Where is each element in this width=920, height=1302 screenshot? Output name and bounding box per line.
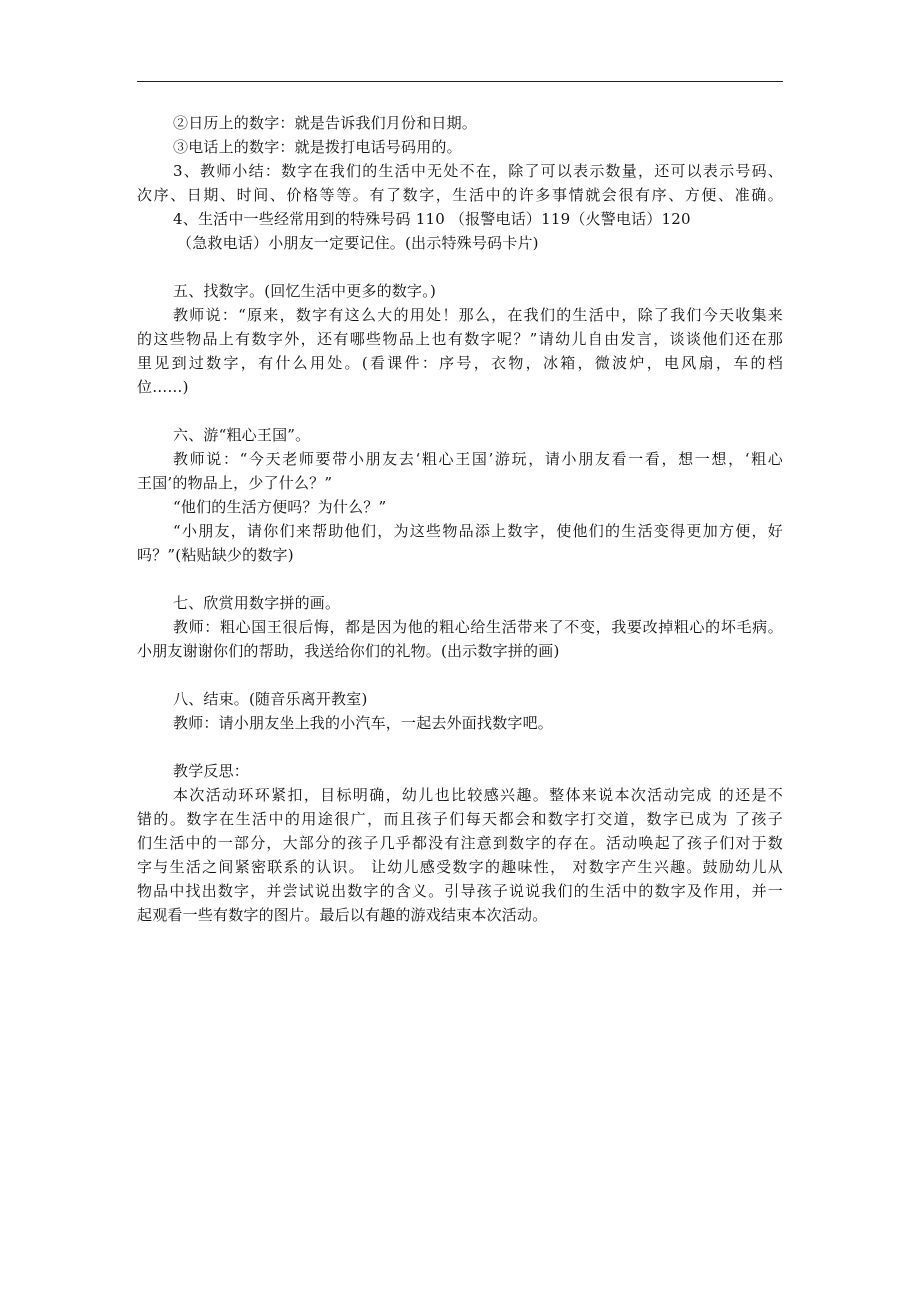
- text-line: 物品中找出数字，并尝试说出数字的含义。引导孩子说说我们的生活中的数字及作用，并一: [137, 882, 783, 900]
- text-line: “小朋友，请你们来帮助他们，为这些物品添上数字，使他们的生活变得更加方便，好: [173, 522, 783, 540]
- section-heading: 六、游“粗心王国”。: [173, 426, 311, 444]
- text-line: 教师：粗心国王很后悔，都是因为他的粗心给生活带来了不变，我要改掉粗心的坏毛病。: [173, 618, 783, 636]
- section-heading: 八、结束。(随音乐离开教室): [173, 690, 368, 708]
- text-line: “他们的生活方便吗？为什么？”: [173, 498, 387, 516]
- text-line: （急救电话）小朋友一定要记住。(出示特殊号码卡片): [177, 234, 539, 252]
- text-line: 小朋友谢谢你们的帮助，我送给你们的礼物。(出示数字拼的画): [137, 642, 560, 660]
- text-line: 起观看一些有数字的图片。最后以有趣的游戏结束本次活动。: [137, 906, 548, 924]
- section-heading: 教学反思：: [173, 762, 250, 780]
- text-line: 里见到过数字，有什么用处。(看课件：序号，衣物，冰箱，微波炉，电风扇，车的档: [137, 354, 783, 372]
- text-line: 们生活中的一部分，大部分的孩子几乎都没有注意到数字的存在。活动唤起了孩子们对于数: [137, 834, 783, 852]
- text-line: 吗？”(粘贴缺少的数字): [137, 546, 294, 564]
- text-line: 教师说：“原来，数字有这么大的用处！那么，在我们的生活中，除了我们今天收集来: [173, 306, 783, 324]
- text-line: 字与生活之间紧密联系的认识。 让幼儿感受数字的趣味性， 对数字产生兴趣。鼓励幼儿从: [137, 858, 783, 876]
- text-line: 3、教师小结：数字在我们的生活中无处不在，除了可以表示数量，还可以表示号码、: [173, 162, 783, 180]
- section-heading: 七、欣赏用数字拼的画。: [173, 594, 341, 612]
- header-rule: [137, 81, 783, 82]
- text-line: ②日历上的数字：就是告诉我们月份和日期。: [173, 114, 478, 132]
- section-heading: 五、找数字。(回忆生活中更多的数字。): [173, 282, 437, 300]
- text-line: 的这些物品上有数字外，还有哪些物品上也有数字呢？”请幼儿自由发言，谈谈他们还在那: [137, 330, 783, 348]
- text-line: 错的。数字在生活中的用途很广，而且孩子们每天都会和数字打交道，数字已成为 了孩子: [137, 810, 783, 828]
- text-line: 4、生活中一些经常用到的特殊号码 110 （报警电话）119（火警电话）120: [173, 210, 691, 228]
- text-line: ③电话上的数字：就是拨打电话号码用的。: [173, 138, 462, 156]
- text-line: 教师说：“今天老师要带小朋友去‘粗心王国’游玩，请小朋友看一看，想一想，‘粗心: [173, 450, 783, 468]
- text-line: 王国’的物品上，少了什么？”: [137, 474, 333, 492]
- text-line: 教师：请小朋友坐上我的小汽车，一起去外面找数字吧。: [173, 714, 554, 732]
- text-line: 次序、日期、时间、价格等等。有了数字，生活中的许多事情就会很有序、方便、准确。: [137, 186, 783, 204]
- text-line: 本次活动环环紧扣，目标明确，幼儿也比较感兴趣。整体来说本次活动完成 的还是不: [173, 786, 783, 804]
- text-line: 位……): [137, 378, 189, 396]
